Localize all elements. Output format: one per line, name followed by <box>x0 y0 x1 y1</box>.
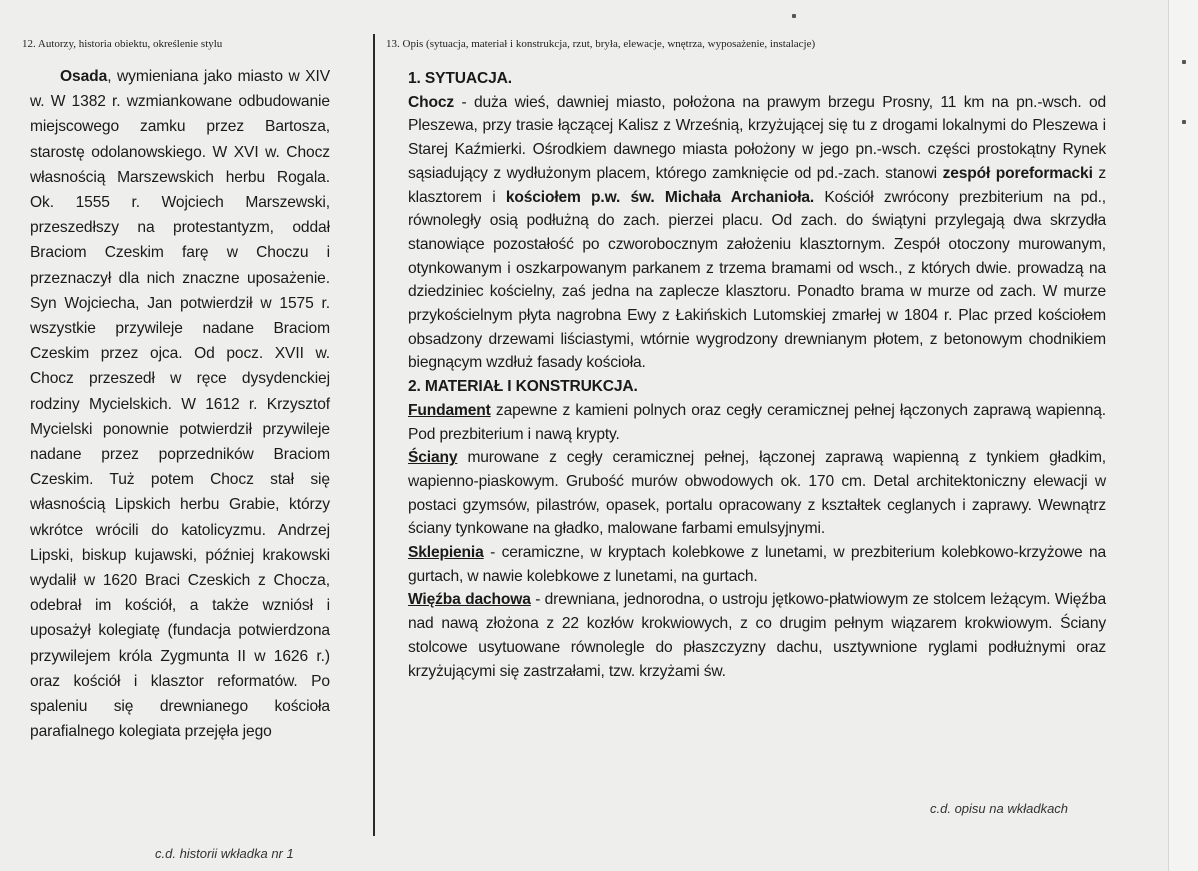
item-foundation <box>408 399 1106 446</box>
description-continuation-note: c.d. opisu na wkładkach <box>930 801 1069 816</box>
history-column <box>30 64 330 744</box>
section-heading-material: 2. MATERIAŁ I KONSTRUKCJA. <box>408 378 638 396</box>
term-foundation: Fundament <box>408 401 491 419</box>
left-column-header: 12. Autorzy, historia obiektu, określenie stylu <box>22 38 223 50</box>
item-walls <box>408 446 1106 541</box>
history-continuation-note: c.d. historii wkładka nr 1 <box>155 846 294 861</box>
situation-lead: Chocz <box>408 93 455 111</box>
scan-speck <box>1182 60 1186 64</box>
situation-bold-church: kościołem p.w. św. Michała Archanioła. <box>505 188 815 206</box>
situation-bold-complex: zespół poreformacki <box>942 164 1093 182</box>
section-heading-situation: 1. SYTUACJA. <box>408 70 512 87</box>
history-lead-word: Osada <box>60 68 108 85</box>
column-divider <box>373 34 375 836</box>
history-text <box>30 64 330 744</box>
description-column <box>408 67 1106 683</box>
item-roof-truss <box>408 588 1106 683</box>
text-vaults: - ceramiczne, w kryptach kolebkowe z lunetami, w prezbiterium kolebkowo-krzyżowe na gurtach, w nawie kolebkowe z lunetami, na gurtach. <box>408 544 1106 585</box>
text-walls: murowane z cegły ceramicznej pełnej, łączonej zaprawą wapienną z tynkiem gładkim, wapienno-piaskowym. Grubość murów obwodowych ok. 170 cm. Detal architektoniczny elewacji w postaci gzymsów, pilastrów, opasek, portalu opracowany z kształtek ceglanych i zaprawy. Wewnątrz ściany tynkowane na gładko, malowane farbami emulsyjnymi. <box>408 449 1106 538</box>
term-walls: Ściany <box>408 449 458 467</box>
situation-text-b: z klasztorem i <box>408 164 1106 206</box>
right-column-header: 13. Opis (sytuacja, materiał i konstrukcja, rzut, bryła, elewacje, wnętrza, wyposażenie, instalacje) <box>386 38 816 50</box>
situation-text-a: - duża wieś, dawniej miasto, położona na prawym brzegu Prosny, 11 km na pn.-wsch. od Pleszewa, przy trasie łączącej Kalisz z Wrześnią, krzyżującej się tu z drogami lokalnymi do Pleszewa i Starej Kaźmierki. Ośrodkiem dawnego miasta położony w jego pn.-wsch. części prostokątny Rynek sąsiadujący z wydłużonym placem, którego zamknięcie od pd.-zach. stanowi <box>408 93 1106 182</box>
history-body: , wymieniana jako miasto w XIV w. W 1382 r. wzmiankowane odbudowanie miejscowego zamku przez Bartosza, starostę odolanowskiego. W XVI w. Chocz własnością Marszewskich herbu Rogala. Ok. 1555 r. Wojciech Marszewski, przeszedłszy na protestantyzm, oddał Braciom Czeskim farę w Choczu i przeznaczył dla nich znaczne uposażenie. Syn Wojciecha, Jan potwierdził w 1575 r. wszystkie przywileje nadane Braciom Czeskim przez ojca. Od pocz. XVII w. Chocz przeszedł w ręce dysydenckiej rodziny Mycielskich. W 1612 r. Krzysztof Mycielski ponownie potwierdził przywileje nadane przez poprzedników Braciom Czeskim. Tuż potem Chocz stał się własnością Lipskich herbu Grabie, którzy wkrótce wrócili do katolicyzmu. Andrzej Lipski, biskup kujawski, później krakowski wydalił w 1620 Braci Czeskich z Chocza, odebrał im kościół, a także wzniósł i uposażył kolegiatę (fundacja potwierdzona przywilejem króla Zygmunta II w 1626 r.) oraz kościół i klasztor reformatów. Po spaleniu się drewnianego kościoła parafialnego kolegiata przejęła jego <box>30 68 330 741</box>
text-roof-truss: - drewniana, jednorodna, o ustroju jętkowo-płatwiowym ze stolcem leżącym. Więźba nad nawą złożona z 22 kozłów krokwiowych, z co drugim pełnym wiązarem krokwiowym. Ściany stolcowe usytuowane równolegle do płaszczyzny dachu, usztywnione ryglami podłużnymi oraz krzyżującymi się zastrzałami, tzw. krzyżami św. <box>408 591 1106 680</box>
scan-speck <box>1182 120 1186 124</box>
situation-paragraph <box>408 91 1106 375</box>
term-vaults: Sklepienia <box>408 544 484 562</box>
page-edge-strip <box>1168 0 1198 871</box>
text-foundation: zapewne z kamieni polnych oraz cegły ceramicznej pełnej łączonych zaprawą wapienną. Pod prezbiterium i nawą krypty. <box>408 401 1106 443</box>
scan-speck <box>792 14 796 18</box>
term-roof-truss: Więźba dachowa <box>408 591 531 609</box>
situation-text-c: Kościół zwrócony prezbiterium na pd., równoległy osią podłużną do zach. pierzei placu. Od zach. do świątyni przylegają dwa skrzydła stanowiące pozostałość po czworobocznym założeniu klasztornym. Zespół otoczony murowanym, otynkowanym i oszkarpowanym parkanem z trzema bramami od wsch., z których dwie. prowadzą na dziedziniec kościelny, zaś jedna na zaplecze klasztoru. Ponadto brama w murze od zach. W murze przykościelnym płyta nagrobna Ewy z Łakińskich Lutomskiej zmarłej w 1804 r. Plac przed kościołem obsadzony drzewami liściastymi, wtórnie wygrodzony drewnianym płotem, z betonowym chodnikiem biegnącym wzdłuż fasady kościoła. <box>408 188 1106 372</box>
item-vaults <box>408 541 1106 588</box>
